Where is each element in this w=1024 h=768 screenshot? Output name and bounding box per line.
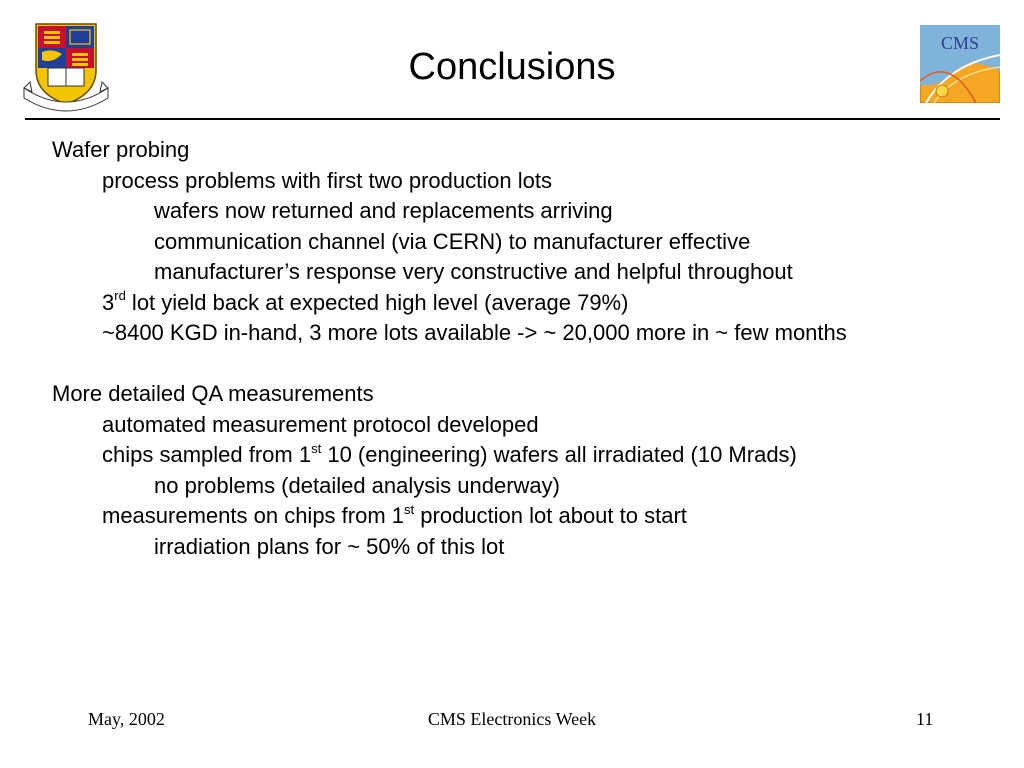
bullet-process-problems: process problems with first two production lots — [102, 167, 552, 193]
bullet-automated-protocol: automated measurement protocol developed — [102, 411, 539, 437]
bullet-communication-channel: communication channel (via CERN) to manufacturer effective — [154, 228, 751, 254]
title-divider — [25, 118, 1000, 120]
footer-date: May, 2002 — [88, 709, 165, 729]
bullet-irradiation-plans: irradiation plans for ~ 50% of this lot — [154, 533, 505, 559]
bullet-third-lot-yield: 3rd lot yield back at expected high level (average 79%) — [102, 288, 629, 315]
bullet-chips-sampled: chips sampled from 1st 10 (engineering) wafers all irradiated (10 Mrads) — [102, 440, 797, 467]
bullet-kgd-in-hand: ~8400 KGD in-hand, 3 more lots available -> ~ 20,000 more in ~ few months — [102, 320, 847, 345]
bullet-no-problems: no problems (detailed analysis underway) — [154, 472, 560, 498]
bullet-wafers-returned: wafers now returned and replacements arriving — [154, 198, 613, 223]
footer-event: CMS Electronics Week — [427, 709, 597, 729]
svg-text:CMS: CMS — [940, 33, 980, 53]
bullet-qa-measurements: More detailed QA measurements — [52, 381, 374, 406]
bullet-production-lot-measurements: measurements on chips from 1st production lot about to start — [102, 501, 687, 528]
bullet-wafer-probing: Wafer probing — [52, 137, 190, 162]
slide-title: Conclusions — [408, 46, 616, 88]
footer-page-number: 11 — [916, 709, 934, 729]
bullet-manufacturer-response: manufacturer’s response very constructive and helpful throughout — [154, 259, 793, 284]
